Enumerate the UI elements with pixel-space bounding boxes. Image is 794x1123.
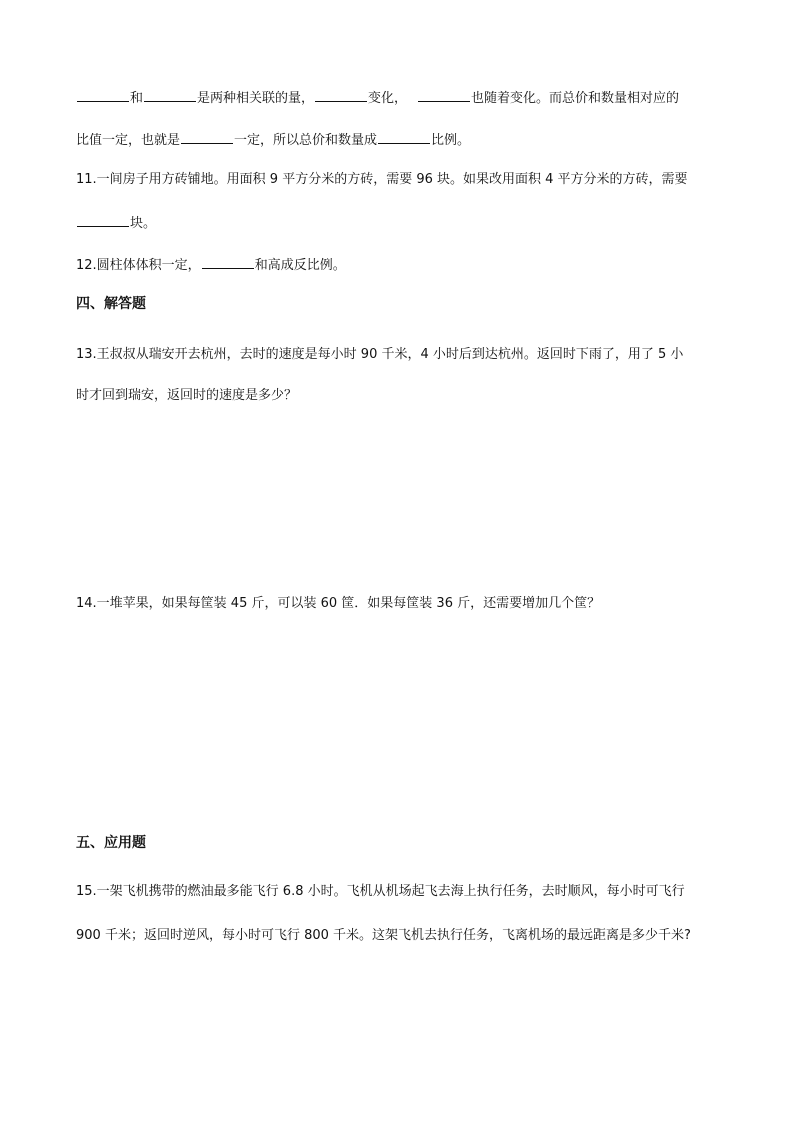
section-5-heading: 五、应用题 [76, 835, 146, 851]
q11-text: 11.一间房子用方砖铺地。用面积 9 平方分米的方砖，需要 96 块。如果改用面积 4 平方分米的方砖，需要 [76, 172, 688, 187]
q10-text-7: 比例。 [431, 133, 471, 148]
answer-blank-3[interactable] [315, 87, 367, 102]
q10-text-3: 变化， [368, 91, 408, 106]
q10-line-2 [76, 129, 724, 149]
q13-line-2 [76, 386, 724, 406]
q13-line-1 [76, 345, 724, 365]
answer-blank-6[interactable] [378, 129, 430, 144]
q11-line-1 [76, 170, 724, 190]
q11-text-2: 块。 [130, 216, 157, 231]
q15-text-2: 900 千米；返回时逆风，每小时可飞行 800 千米。这架飞机去执行任务，飞离机场的最远距离是多少千米? [76, 928, 691, 943]
q13-text-1: 13.王叔叔从瑞安开去杭州，去时的速度是每小时 90 千米，4 小时后到达杭州。返回时下雨了，用了 5 小 [76, 347, 684, 362]
q10-line-1 [76, 87, 724, 107]
q15-line-1 [76, 882, 724, 902]
q13-text-2: 时才回到瑞安，返回时的速度是多少？ [76, 388, 298, 403]
q10-text-2: 是两种相关联的量， [197, 91, 315, 106]
q15-line-2 [76, 926, 724, 946]
q14-text: 14.一堆苹果，如果每筐装 45 斤，可以装 60 筐．如果每筐装 36 斤，还需要增加几个筐？ [76, 596, 601, 611]
answer-blank-7[interactable] [77, 212, 129, 227]
q15-text-1: 15.一架飞机携带的燃油最多能飞行 6.8 小时。飞机从机场起飞去海上执行任务，去时顺风，每小时可飞行 [76, 884, 685, 899]
answer-blank-2[interactable] [144, 87, 196, 102]
q10-text-4: 也随着变化。而总价和数量相对应的 [471, 91, 680, 106]
q12-line [76, 254, 724, 274]
answer-blank-8[interactable] [202, 254, 254, 269]
q14-line [76, 594, 724, 614]
q10-text-6: 一定，所以总价和数量成 [234, 133, 378, 148]
section-4-heading: 四、解答题 [76, 296, 146, 312]
q12-text-1: 12.圆柱体体积一定， [76, 258, 201, 273]
q12-text-2: 和高成反比例。 [254, 258, 346, 273]
answer-blank-1[interactable] [77, 87, 129, 102]
answer-blank-5[interactable] [181, 129, 233, 144]
q10-text-1: 和 [130, 91, 144, 106]
q10-text-5: 比值一定，也就是 [76, 133, 181, 148]
answer-blank-4[interactable] [418, 87, 470, 102]
q11-line-2 [76, 212, 724, 232]
